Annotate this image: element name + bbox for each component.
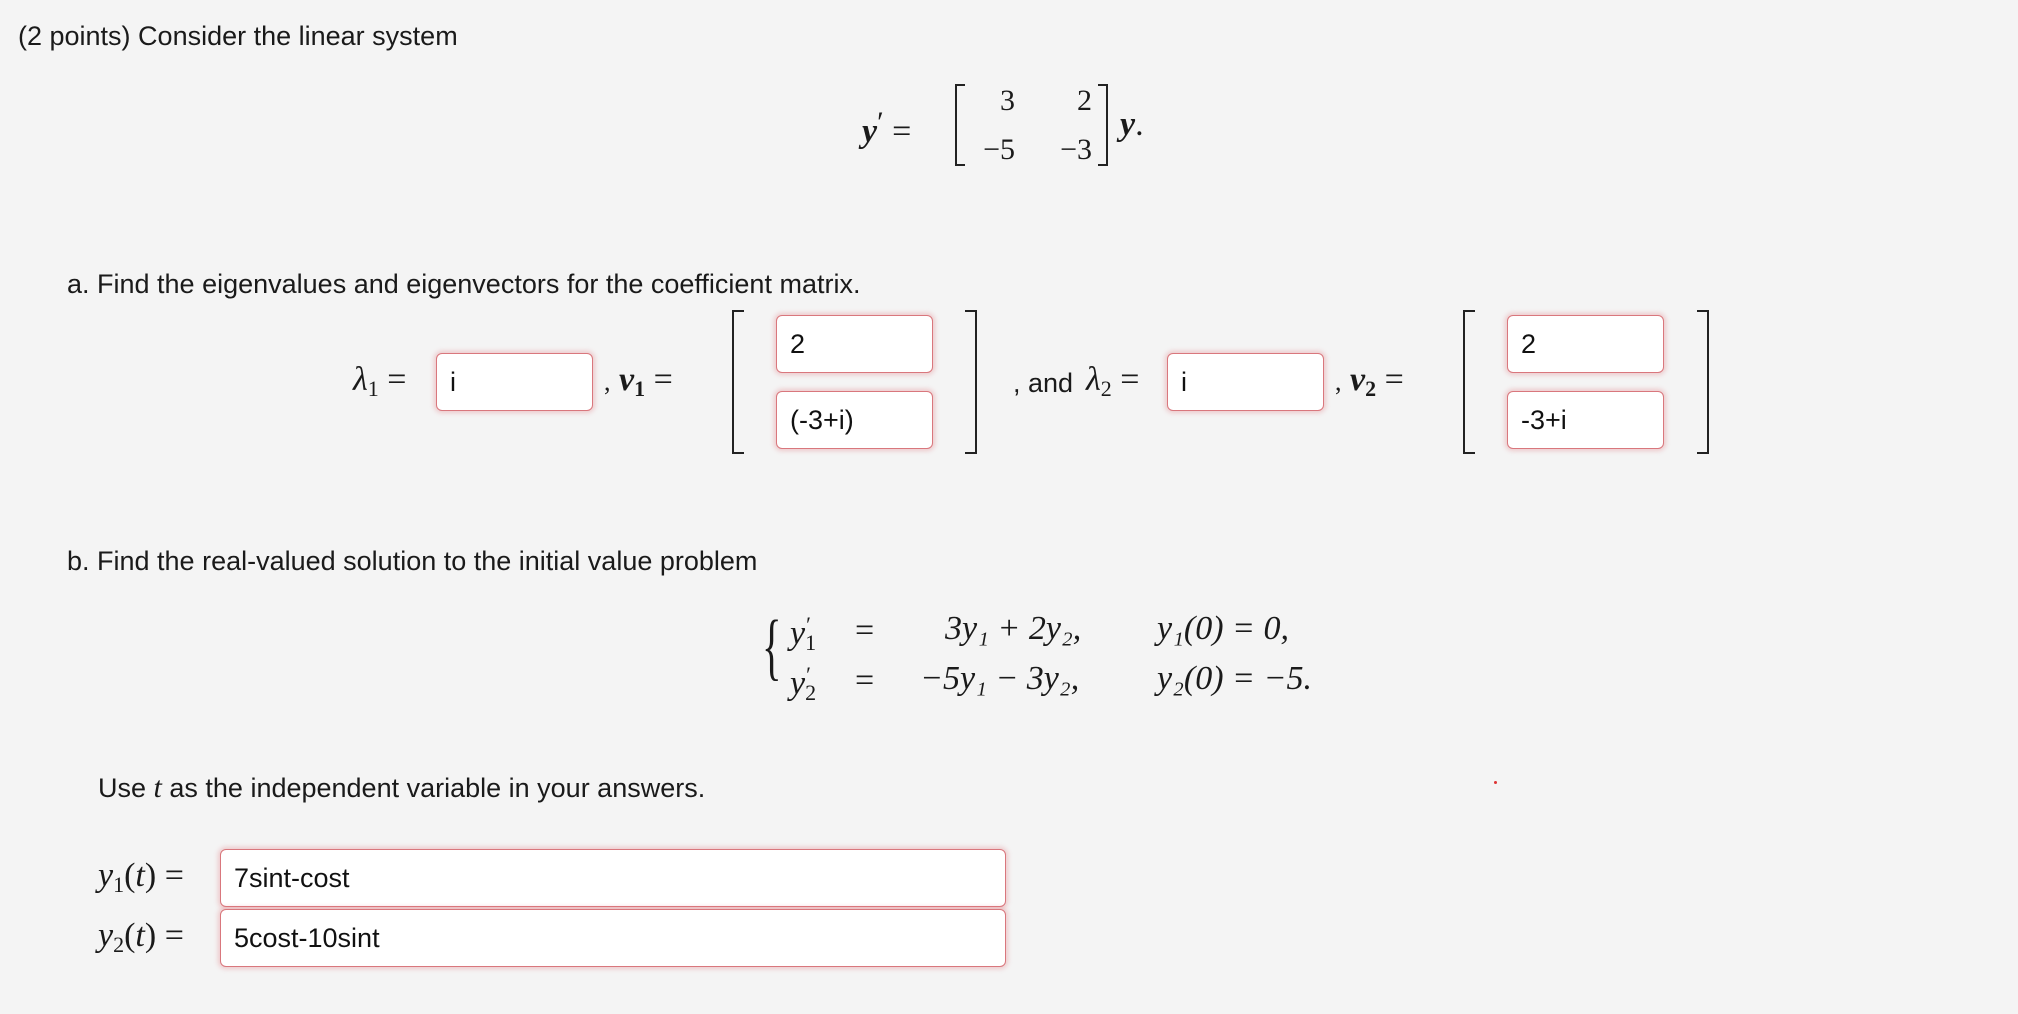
part-a-prompt: a. Find the eigenvalues and eigenvectors for the coefficient matrix. xyxy=(67,269,861,299)
v1-top-input[interactable] xyxy=(776,315,933,373)
and-text: , and xyxy=(1013,368,1074,398)
v1-label: , $v_1$ = xyxy=(604,361,673,401)
system-rhs-vector: y. xyxy=(1120,106,1144,143)
part-b-prompt: b. Find the real-valued solution to the initial value problem xyxy=(67,546,758,576)
equals-sign: = xyxy=(855,662,875,699)
equals-sign: = xyxy=(855,612,875,649)
lambda1-label: $\lambda_1$ = xyxy=(353,361,407,401)
problem-header: (2 points) Consider the linear system xyxy=(18,21,458,51)
lambda2-label: $\lambda_2$ = xyxy=(1086,361,1140,401)
matrix-right-bracket xyxy=(1098,84,1108,166)
system-brace: { xyxy=(762,606,782,688)
lambda1-input[interactable] xyxy=(436,353,593,411)
y2-prime-label: $y_2'$ xyxy=(790,662,817,705)
matrix-cell: 3 xyxy=(1000,84,1015,117)
y2-input[interactable] xyxy=(220,909,1006,967)
v2-label: , $v_2$ = xyxy=(1335,361,1404,401)
row2-initial-condition: y₂(0) = −5. xyxy=(1157,660,1312,697)
matrix-cell: −3 xyxy=(1060,133,1092,166)
v1-left-bracket xyxy=(732,310,744,454)
v2-bottom-input[interactable] xyxy=(1507,391,1664,449)
y1-label: $y_1(t)$ = xyxy=(98,857,184,897)
instruction-pre: Use xyxy=(98,773,147,803)
v2-top-input[interactable] xyxy=(1507,315,1664,373)
y1-input[interactable] xyxy=(220,849,1006,907)
instruction-post: as the independent variable in your answers. xyxy=(169,773,706,803)
instruction-variable: t xyxy=(153,771,162,804)
y1-prime-label: $y_1'$ xyxy=(790,612,817,655)
instruction-text xyxy=(98,772,705,804)
lambda2-input[interactable] xyxy=(1167,353,1324,411)
system-lhs: y′ = xyxy=(862,106,912,150)
row1-rhs: 3y₁ + 2y₂, xyxy=(945,610,1082,647)
matrix-cell: 2 xyxy=(1077,84,1092,117)
row2-rhs: −5y₁ − 3y₂, xyxy=(920,660,1080,697)
row1-initial-condition: y₁(0) = 0, xyxy=(1157,610,1289,647)
matrix-cell: −5 xyxy=(983,133,1015,166)
v1-right-bracket xyxy=(965,310,977,454)
v2-left-bracket xyxy=(1463,310,1475,454)
v2-right-bracket xyxy=(1697,310,1709,454)
y2-label: $y_2(t)$ = xyxy=(98,917,184,957)
v1-bottom-input[interactable] xyxy=(776,391,933,449)
red-dot xyxy=(1494,781,1497,784)
